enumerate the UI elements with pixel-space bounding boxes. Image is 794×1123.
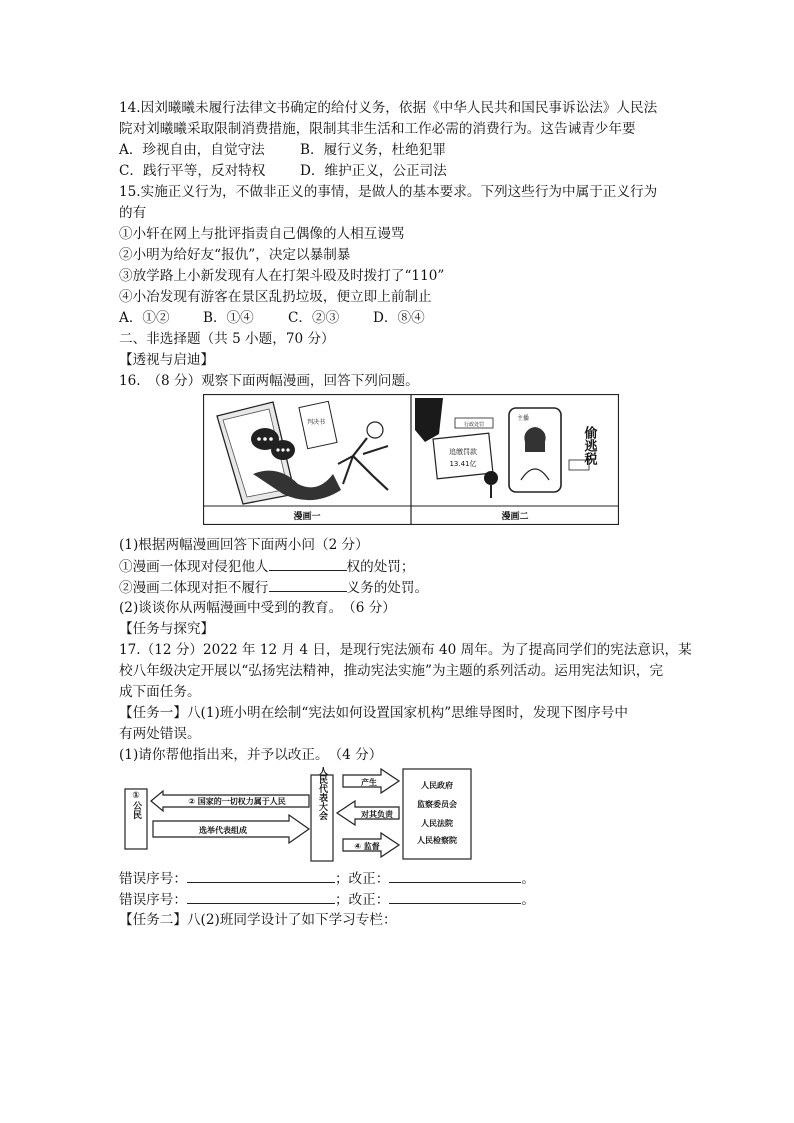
q15-choice-c: C．②③ [288, 310, 340, 326]
arrow-elect-label: 选举代表组成 [199, 826, 247, 835]
q15-item2: ②小明为给好友“报仇”，决定以暴制暴 [119, 247, 351, 263]
q16-sub2-prefix: ②漫画二体现对拒不履行 [119, 580, 269, 596]
arrow-produce-label: 产生 [361, 778, 377, 787]
comic1-label: 漫画一 [293, 512, 321, 522]
q14-option-b: B．履行义务，杜绝犯罪 [300, 142, 446, 158]
q15-stem-line2: 的有 [119, 205, 147, 221]
q14-stem-line1: 14.因刘曦曦未履行法律文书确定的给付义务，依据《中华人民共和国民事诉讼法》人民法 [119, 100, 658, 116]
q16-part2: (2)谈谈你从两幅漫画中受到的教育。 （6 分） [119, 600, 396, 616]
end-mark-2: 。 [521, 892, 535, 908]
q15-item4: ④小冶发现有游客在景区乱扔垃圾，便立即上前制止 [119, 289, 432, 305]
q16-sub2-suffix: 义务的处罚。 [346, 580, 429, 596]
comic1-note: 判决书 [306, 419, 326, 426]
q15-item3: ③放学路上小新发现有人在打架斗殴及时拨打了“110” [119, 268, 445, 284]
fix-label-2: ；改正： [334, 892, 390, 908]
org-court: 人民法院 [421, 819, 453, 828]
answer-row-2 [119, 889, 535, 910]
arrow-supervise-label: ④ 监督 [354, 842, 380, 851]
q17-line3: 成下面任务。 [119, 684, 201, 700]
q16-part1: (1)根据两幅漫画回答下面两小问（2 分） [119, 537, 369, 553]
err-blank-2[interactable] [187, 889, 335, 904]
comic2-label: 漫画二 [501, 512, 529, 522]
q17-line1: 17.（12 分）2022 年 12 月 4 日，是现行宪法颁布 40 周年。为了提高同学们的宪法意识，某 [119, 642, 692, 658]
q14-option-a: A．珍视自由，自觉守法 [119, 142, 265, 158]
q16-stem: 16. （8 分）观察下面两幅漫画，回答下列问题。 [119, 373, 419, 389]
q16-sub2 [119, 577, 428, 598]
fix-blank-2[interactable] [389, 889, 521, 904]
q15-choice-a: A．①② [119, 310, 170, 326]
q15-stem-line1: 15.实施正义行为，不做非正义的事情，是做人的基本要求。下列这些行为中属于正义行为 [119, 184, 658, 200]
org-procuratorate: 人民检察院 [417, 836, 457, 845]
section2-subheading: 【透视与启迪】 [119, 352, 215, 368]
comic2-tag: 主播 [517, 415, 530, 422]
mindmap-diagram [119, 767, 477, 863]
q14-stem-line2: 院对刘曦曦采取限制消费措施，限制其非生活和工作必需的消费行为。这告诫青少年要 [119, 121, 636, 137]
err-label-1: 错误序号： [119, 871, 187, 887]
comics-figure [203, 394, 619, 525]
q17-task1-question: (1)请你帮他指出来，并予以改正。 （4 分） [119, 747, 383, 763]
comic2-bill-line1: 追缴罚款 [449, 448, 477, 456]
end-mark-1: 。 [521, 871, 535, 887]
q16-sub1-blank[interactable] [269, 556, 347, 571]
comic2-badge: 行政处罚 [463, 422, 485, 428]
org-government: 人民政府 [421, 781, 453, 790]
section3-title: 【任务与探究】 [119, 621, 215, 637]
q16-sub1-prefix: ①漫画一体现对侵犯他人 [119, 559, 269, 575]
node-citizen-label: ①公民 [131, 791, 141, 819]
q17-task1-line1: 【任务一】八(1)班小明在绘制“宪法如何设置国家机构”思维导图时，发现下图序号中 [119, 705, 628, 721]
err-blank-1[interactable] [187, 868, 335, 883]
q16-sub2-blank[interactable] [269, 577, 347, 592]
q16-sub1 [119, 556, 415, 577]
fix-blank-1[interactable] [389, 868, 521, 883]
arrow-responsible-label: 对其负责 [361, 810, 393, 819]
comic2-title: 偷逃税 [581, 426, 597, 465]
section2-title: 二、非选择题（共 5 小题，70 分） [119, 331, 335, 347]
q15-choice-b: B．①④ [203, 310, 254, 326]
q16-sub1-suffix: 权的处罚； [346, 559, 415, 575]
q17-task1-line2: 有两处错误。 [119, 726, 201, 742]
comic2-bill-line2: 13.41亿 [449, 460, 477, 468]
org-supervisory: 监察委员会 [417, 800, 457, 809]
q15-item1: ①小轩在网上与批评指责自己偶像的人相互谩骂 [119, 226, 405, 242]
fix-label-1: ；改正： [334, 871, 390, 887]
node-npc-label: ③全国人民代表大会 [317, 767, 327, 820]
q17-task2: 【任务二】八(2)班同学设计了如下学习专栏： [119, 912, 397, 928]
q14-option-c: C．践行平等，反对特权 [119, 163, 266, 179]
arrow-power-label: ② 国家的一切权力属于人民 [188, 797, 286, 806]
q15-choice-d: D．⑧④ [373, 310, 425, 326]
answer-row-1 [119, 868, 535, 889]
err-label-2: 错误序号： [119, 892, 187, 908]
q17-line2: 校八年级决定开展以“弘扬宪法精神，推动宪法实施”为主题的系列活动。运用宪法知识，完 [119, 663, 664, 679]
q14-option-d: D．维护正义，公正司法 [300, 163, 447, 179]
